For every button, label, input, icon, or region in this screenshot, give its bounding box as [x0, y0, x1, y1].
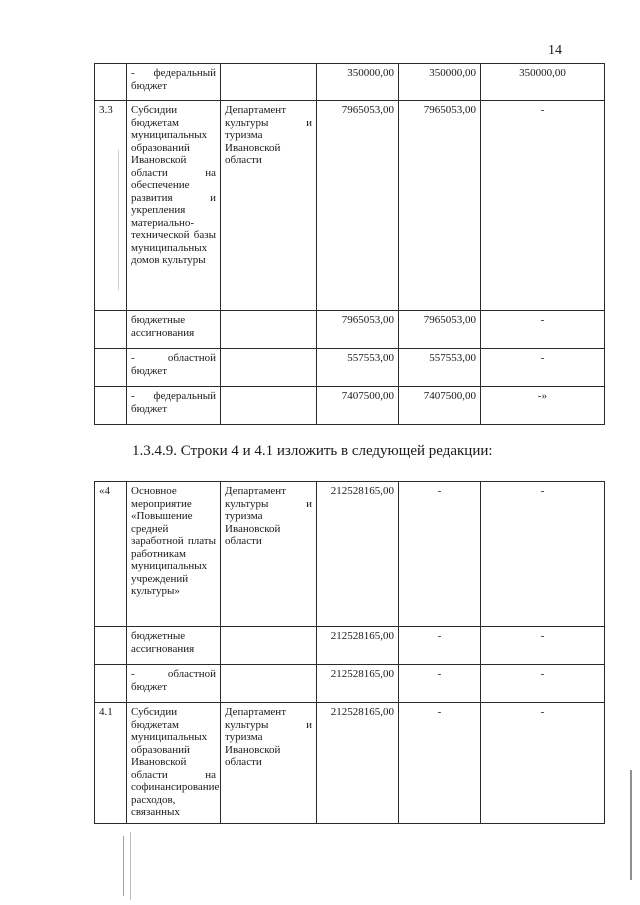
- row-value-3: -: [481, 627, 605, 665]
- table-row: [95, 627, 605, 665]
- scan-artifact-line: [118, 150, 119, 290]
- table-row: [95, 311, 605, 349]
- row-code: [95, 64, 127, 101]
- section-heading: 1.3.4.9. Строки 4 и 4.1 изложить в следующей редакции:: [132, 443, 493, 459]
- row-value-3: -: [481, 311, 605, 349]
- budget-table-bottom: [94, 481, 605, 824]
- row-value-3: -»: [481, 387, 605, 425]
- row-code: «4: [95, 482, 127, 627]
- row-value-2: -: [399, 482, 481, 627]
- scan-artifact-line: [123, 836, 124, 896]
- row-name: бюджетные ассигнования: [127, 627, 221, 665]
- table-row: [95, 101, 605, 311]
- row-executor: Департамент культуры и туризма Ивановской области: [221, 482, 317, 627]
- row-executor: Департамент культуры и туризма Ивановской области: [221, 703, 317, 824]
- row-value-3: -: [481, 101, 605, 311]
- row-code: [95, 627, 127, 665]
- row-value-2: -: [399, 665, 481, 703]
- row-value-1: 7965053,00: [317, 101, 399, 311]
- row-value-2: 557553,00: [399, 349, 481, 387]
- row-value-3: -: [481, 665, 605, 703]
- row-value-1: 350000,00: [317, 64, 399, 101]
- row-name: Основное мероприятие «Повышение средней заработной платы работникам муниципальных учреждений культуры»: [127, 482, 221, 627]
- page-number: 14: [548, 43, 562, 58]
- table-row: [95, 482, 605, 627]
- row-value-1: 212528165,00: [317, 627, 399, 665]
- row-value-2: 7965053,00: [399, 101, 481, 311]
- row-value-2: 7407500,00: [399, 387, 481, 425]
- scan-artifact-line: [130, 832, 131, 900]
- row-value-1: 7407500,00: [317, 387, 399, 425]
- row-name: - федеральный бюджет: [127, 387, 221, 425]
- table-row: [95, 349, 605, 387]
- row-value-2: 350000,00: [399, 64, 481, 101]
- table-row: [95, 387, 605, 425]
- row-name: - областной бюджет: [127, 349, 221, 387]
- row-name: Субсидии бюджетам муниципальных образований Ивановской области на обеспечение развития и укрепления материально-технической базы муниципальных домов культуры: [127, 101, 221, 311]
- row-executor: Департамент культуры и туризма Ивановской области: [221, 101, 317, 311]
- table-row: [95, 64, 605, 101]
- row-executor: [221, 64, 317, 101]
- row-code: [95, 665, 127, 703]
- row-value-3: -: [481, 349, 605, 387]
- row-code: [95, 311, 127, 349]
- row-executor: [221, 311, 317, 349]
- row-value-2: -: [399, 703, 481, 824]
- row-code: 3.3: [95, 101, 127, 311]
- table-row: [95, 703, 605, 824]
- row-value-1: 212528165,00: [317, 665, 399, 703]
- row-value-1: 557553,00: [317, 349, 399, 387]
- row-value-2: 7965053,00: [399, 311, 481, 349]
- row-value-1: 7965053,00: [317, 311, 399, 349]
- row-executor: [221, 349, 317, 387]
- row-name: Субсидии бюджетам муниципальных образований Ивановской области на софинансирование расходов, связанных: [127, 703, 221, 824]
- row-name: - областной бюджет: [127, 665, 221, 703]
- budget-table-top: [94, 63, 605, 425]
- scan-artifact-line: [630, 770, 632, 880]
- row-code: 4.1: [95, 703, 127, 824]
- row-value-3: -: [481, 482, 605, 627]
- row-value-1: 212528165,00: [317, 482, 399, 627]
- row-executor: [221, 627, 317, 665]
- row-value-3: 350000,00: [481, 64, 605, 101]
- row-name: - федеральный бюджет: [127, 64, 221, 101]
- row-value-1: 212528165,00: [317, 703, 399, 824]
- row-value-2: -: [399, 627, 481, 665]
- row-value-3: -: [481, 703, 605, 824]
- row-code: [95, 349, 127, 387]
- row-executor: [221, 665, 317, 703]
- table-row: [95, 665, 605, 703]
- row-name: бюджетные ассигнования: [127, 311, 221, 349]
- row-code: [95, 387, 127, 425]
- row-executor: [221, 387, 317, 425]
